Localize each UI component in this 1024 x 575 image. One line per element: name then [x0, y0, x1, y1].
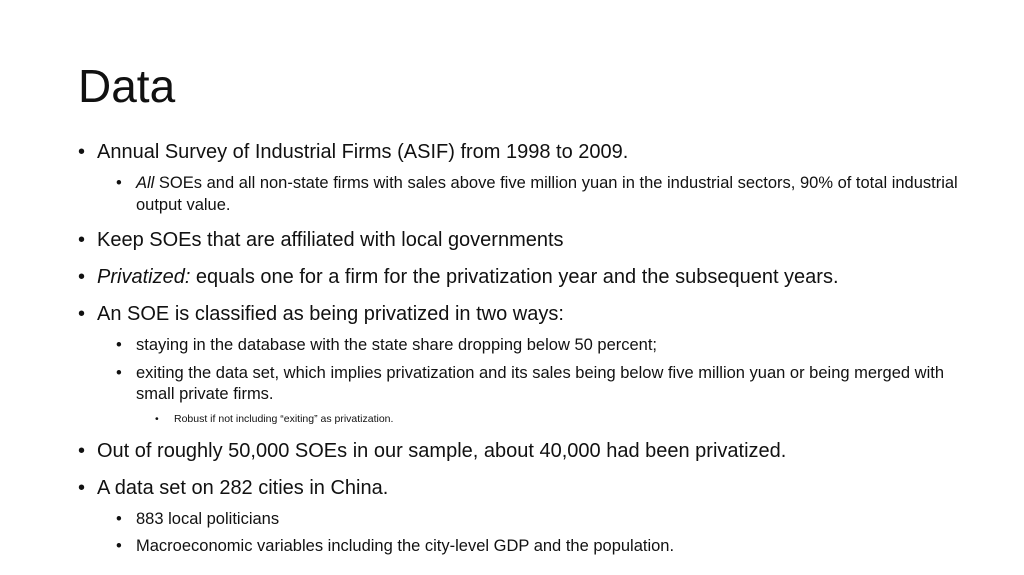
bullet-icon: • [116, 336, 122, 354]
bullet-text: Out of roughly 50,000 SOEs in our sample, about 40,000 had been privatized. [97, 439, 787, 462]
sub-sub-bullet-item [155, 411, 978, 427]
sub-bullet-item [116, 536, 978, 558]
bullet-text: equals one for a firm for the privatization year and the subsequent years. [190, 266, 839, 288]
bullet-text: 883 local politicians [136, 509, 280, 528]
bullet-icon: • [116, 509, 122, 528]
bullet-item [78, 300, 978, 329]
bullet-icon: • [155, 412, 159, 425]
bullet-item [78, 226, 978, 255]
bullet-icon: • [116, 363, 122, 382]
bullet-item [78, 437, 978, 466]
bullet-item [78, 474, 978, 503]
sub-bullet-item [116, 363, 978, 406]
sub-bullet-item [116, 509, 978, 531]
bullet-text: Annual Survey of Industrial Firms (ASIF) from 1998 to 2009. [97, 141, 629, 163]
bullet-text: Keep SOEs that are affiliated with local governments [97, 229, 564, 251]
bullet-item [78, 138, 978, 167]
slide-title: Data [78, 60, 176, 112]
sub-bullet-item [116, 173, 978, 216]
bullet-text: SOEs and all non-state firms with sales above five million yuan in the industrial sectors, 90% of total industrial output value. [136, 174, 958, 214]
bullet-emphasis: All [136, 174, 155, 192]
bullet-text: A data set on 282 cities in China. [97, 476, 389, 499]
bullet-icon: • [78, 229, 86, 251]
bullet-icon: • [78, 439, 86, 462]
bullet-text: Robust if not including “exiting” as privatization. [174, 412, 394, 425]
bullet-text: An SOE is classified as being privatized in two ways: [97, 303, 564, 325]
bullet-text: staying in the database with the state share dropping below 50 percent; [136, 336, 658, 354]
bullet-icon: • [78, 266, 86, 288]
bullet-icon: • [78, 476, 86, 499]
sub-bullet-item [116, 335, 978, 357]
bullet-list [78, 138, 978, 558]
bullet-icon: • [78, 141, 86, 163]
bullet-icon: • [78, 303, 86, 325]
bullet-icon: • [116, 174, 122, 192]
bullet-text: Macroeconomic variables including the city-level GDP and the population. [136, 537, 675, 555]
bullet-text: exiting the data set, which implies privatization and its sales being below five million yuan or being merged with small private firms. [136, 363, 945, 403]
bullet-item [78, 263, 978, 292]
bullet-icon: • [116, 537, 122, 555]
bullet-emphasis: Privatized: [97, 266, 191, 288]
